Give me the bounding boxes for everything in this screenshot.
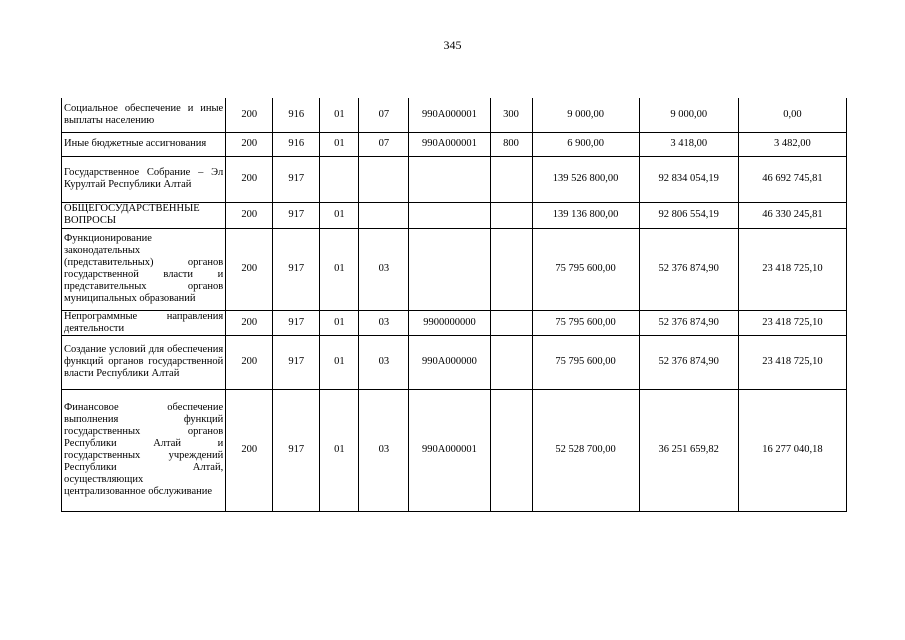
col-section: 01 xyxy=(320,335,359,389)
col-code2: 917 xyxy=(273,335,320,389)
col-target: 990А000000 xyxy=(409,335,490,389)
col-subsection xyxy=(359,202,409,228)
col-sum2: 92 806 554,19 xyxy=(639,202,738,228)
col-code2: 917 xyxy=(273,389,320,511)
col-sum1: 75 795 600,00 xyxy=(532,335,639,389)
col-sum3: 23 418 725,10 xyxy=(738,310,846,335)
col-code2: 916 xyxy=(273,132,320,156)
col-section: 01 xyxy=(320,202,359,228)
col-sum2: 36 251 659,82 xyxy=(639,389,738,511)
col-code1: 200 xyxy=(226,389,273,511)
col-sum2: 92 834 054,19 xyxy=(639,156,738,202)
row-name: Иные бюджетные ассигнования xyxy=(62,132,226,156)
table-row xyxy=(62,228,847,310)
col-section: 01 xyxy=(320,98,359,132)
col-target xyxy=(409,202,490,228)
col-sum1: 139 136 800,00 xyxy=(532,202,639,228)
col-code1: 200 xyxy=(226,310,273,335)
col-subsection: 03 xyxy=(359,310,409,335)
col-code1: 200 xyxy=(226,202,273,228)
col-subsection: 07 xyxy=(359,98,409,132)
col-vid xyxy=(490,310,532,335)
col-sum3: 46 330 245,81 xyxy=(738,202,846,228)
budget-table xyxy=(61,98,847,512)
col-subsection: 07 xyxy=(359,132,409,156)
col-subsection: 03 xyxy=(359,335,409,389)
col-code2: 917 xyxy=(273,202,320,228)
col-section: 01 xyxy=(320,310,359,335)
col-target xyxy=(409,228,490,310)
col-sum1: 75 795 600,00 xyxy=(532,228,639,310)
table-row xyxy=(62,389,847,511)
col-subsection: 03 xyxy=(359,228,409,310)
col-sum3: 3 482,00 xyxy=(738,132,846,156)
table-row xyxy=(62,132,847,156)
col-code1: 200 xyxy=(226,228,273,310)
col-vid: 800 xyxy=(490,132,532,156)
row-name: Непрограммные направления деятельности xyxy=(62,310,226,335)
col-target: 990А000001 xyxy=(409,132,490,156)
col-vid xyxy=(490,335,532,389)
col-subsection xyxy=(359,156,409,202)
table-row xyxy=(62,98,847,132)
col-code1: 200 xyxy=(226,98,273,132)
col-code2: 917 xyxy=(273,156,320,202)
col-sum2: 3 418,00 xyxy=(639,132,738,156)
col-code1: 200 xyxy=(226,156,273,202)
col-section xyxy=(320,156,359,202)
col-sum1: 52 528 700,00 xyxy=(532,389,639,511)
col-vid xyxy=(490,202,532,228)
col-target: 990А000001 xyxy=(409,389,490,511)
row-name: ОБЩЕГОСУДАРСТВЕННЫЕ ВОПРОСЫ xyxy=(62,202,226,228)
row-name: Государственное Собрание – Эл Курултай Республики Алтай xyxy=(62,156,226,202)
table-row xyxy=(62,202,847,228)
col-target: 990А000001 xyxy=(409,98,490,132)
page-number: 345 xyxy=(443,38,462,52)
col-sum3: 46 692 745,81 xyxy=(738,156,846,202)
row-name: Создание условий для обеспечения функций органов государственной власти Республики Алтай xyxy=(62,335,226,389)
col-sum2: 52 376 874,90 xyxy=(639,310,738,335)
col-vid: 300 xyxy=(490,98,532,132)
row-name: Социальное обеспечение и иные выплаты населению xyxy=(62,98,226,132)
col-code2: 917 xyxy=(273,228,320,310)
table-row xyxy=(62,310,847,335)
col-target: 9900000000 xyxy=(409,310,490,335)
col-sum3: 16 277 040,18 xyxy=(738,389,846,511)
col-code2: 916 xyxy=(273,98,320,132)
col-sum3: 23 418 725,10 xyxy=(738,228,846,310)
col-sum1: 75 795 600,00 xyxy=(532,310,639,335)
col-target xyxy=(409,156,490,202)
col-code2: 917 xyxy=(273,310,320,335)
col-sum3: 0,00 xyxy=(738,98,846,132)
col-subsection: 03 xyxy=(359,389,409,511)
col-vid xyxy=(490,156,532,202)
col-sum1: 139 526 800,00 xyxy=(532,156,639,202)
table-row xyxy=(62,335,847,389)
col-code1: 200 xyxy=(226,335,273,389)
col-vid xyxy=(490,228,532,310)
row-name: Финансовое обеспечение выполнения функций государственных органов Республики Алтай и государственных учреждений Республики Алтай, осуществляющих централизованное обслуживание xyxy=(62,389,226,511)
col-sum2: 9 000,00 xyxy=(639,98,738,132)
col-sum2: 52 376 874,90 xyxy=(639,335,738,389)
col-sum1: 9 000,00 xyxy=(532,98,639,132)
col-sum1: 6 900,00 xyxy=(532,132,639,156)
col-code1: 200 xyxy=(226,132,273,156)
col-vid xyxy=(490,389,532,511)
table-row xyxy=(62,156,847,202)
col-section: 01 xyxy=(320,228,359,310)
col-sum3: 23 418 725,10 xyxy=(738,335,846,389)
col-section: 01 xyxy=(320,132,359,156)
col-section: 01 xyxy=(320,389,359,511)
row-name: Функционирование законодательных (представительных) органов государственной власти и представительных органов муниципальных образований xyxy=(62,228,226,310)
col-sum2: 52 376 874,90 xyxy=(639,228,738,310)
